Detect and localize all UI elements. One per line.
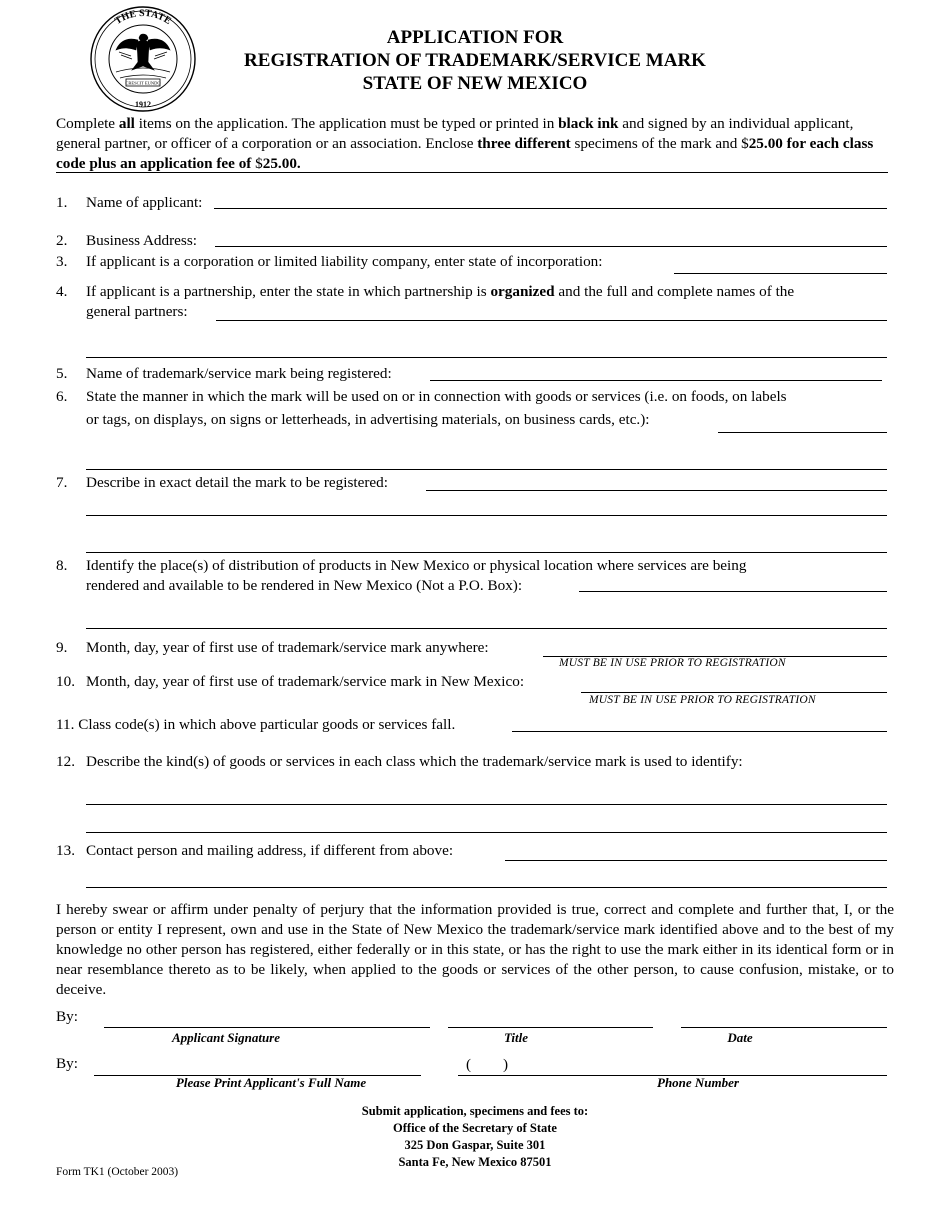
phone-paren-open: ( xyxy=(466,1056,472,1073)
instructions xyxy=(56,114,888,174)
mark-usage-field-2[interactable] xyxy=(86,469,887,470)
print-name-label: Please Print Applicant's Full Name xyxy=(175,1075,367,1090)
item-9-note: MUST BE IN USE PRIOR TO REGISTRATION xyxy=(559,657,786,669)
distribution-location-field-2[interactable] xyxy=(86,628,887,629)
item-4-label-cont: general partners: xyxy=(86,303,188,320)
by-label-2: By: xyxy=(56,1055,78,1072)
item-12-number: 12. xyxy=(56,753,75,770)
item-7-label: Describe in exact detail the mark to be registered: xyxy=(86,474,388,491)
item-11-label: 11. Class code(s) in which above particular goods or services fall. xyxy=(56,716,456,733)
submit-line-1: Submit application, specimens and fees to: xyxy=(361,1104,589,1118)
intro-bold-3: three different xyxy=(477,135,571,152)
item-7-number: 7. xyxy=(56,474,68,491)
item-10-label: Month, day, year of first use of trademark/service mark in New Mexico: xyxy=(86,673,525,690)
item-5-label: Name of trademark/service mark being registered: xyxy=(86,365,392,382)
intro-text-4: specimens of the mark and $ xyxy=(570,135,749,152)
contact-person-field-2[interactable] xyxy=(86,887,887,888)
intro-bold-2: black ink xyxy=(558,115,619,132)
submit-address xyxy=(300,1103,650,1171)
business-address-field[interactable] xyxy=(215,246,887,247)
phone-paren-close: ) xyxy=(503,1056,509,1073)
intro-bold-5: 25.00. xyxy=(262,155,301,172)
seal-year: 1912 xyxy=(135,100,151,109)
mark-description-field-3[interactable] xyxy=(86,552,887,553)
seal-motto: CRESCIT EUNDO xyxy=(125,80,161,86)
item-3-label: If applicant is a corporation or limited liability company, enter state of incorporation: xyxy=(86,253,603,270)
item-4-text-a: If applicant is a partnership, enter the state in which partnership is xyxy=(86,283,491,300)
item-6-number: 6. xyxy=(56,388,68,405)
item-4-number: 4. xyxy=(56,283,68,300)
item-10-number: 10. xyxy=(56,673,75,690)
item-9-label: Month, day, year of first use of trademark/service mark anywhere: xyxy=(86,639,489,656)
item-8-label-cont: rendered and available to be rendered in New Mexico (Not a P.O. Box): xyxy=(86,577,523,594)
item-13-number: 13. xyxy=(56,842,75,859)
submit-line-4: Santa Fe, New Mexico 87501 xyxy=(398,1155,552,1169)
item-1-number: 1. xyxy=(56,194,68,211)
intro-text-2: items on the application. The application must be typed or printed in xyxy=(134,115,559,132)
mark-name-field[interactable] xyxy=(430,380,882,381)
item-8-label: Identify the place(s) of distribution of products in New Mexico or physical location where services are being xyxy=(86,557,747,574)
title-line-2: REGISTRATION OF TRADEMARK/SERVICE MARK xyxy=(244,50,706,71)
intro-text-5: $ xyxy=(251,155,263,172)
item-12-label: Describe the kind(s) of goods or services in each class which the trademark/service mark is used to identify: xyxy=(86,753,743,770)
incorporation-state-field[interactable] xyxy=(674,273,887,274)
submit-line-3: 325 Don Gaspar, Suite 301 xyxy=(404,1138,546,1152)
item-1-label: Name of applicant: xyxy=(86,194,203,211)
mark-usage-field[interactable] xyxy=(718,432,887,433)
item-3-number: 3. xyxy=(56,253,68,270)
title-line-1: APPLICATION FOR xyxy=(386,27,564,48)
item-13-label: Contact person and mailing address, if different from above: xyxy=(86,842,454,859)
general-partners-field-2[interactable] xyxy=(86,357,887,358)
goods-services-field-2[interactable] xyxy=(86,832,887,833)
intro-bold-1: all xyxy=(118,115,135,132)
submit-line-2: Office of the Secretary of State xyxy=(393,1121,557,1135)
class-codes-field[interactable] xyxy=(512,731,887,732)
general-partners-field[interactable] xyxy=(216,320,887,321)
item-5-number: 5. xyxy=(56,365,68,382)
item-4-bold: organized xyxy=(490,283,555,300)
intro-text-1: Complete xyxy=(56,115,119,132)
item-6-label-cont: or tags, on displays, on signs or letterheads, in advertising materials, on business cards, etc.): xyxy=(86,411,650,428)
date-field[interactable] xyxy=(681,1027,887,1028)
contact-person-field[interactable] xyxy=(505,860,887,861)
item-9-number: 9. xyxy=(56,639,68,656)
item-10-note: MUST BE IN USE PRIOR TO REGISTRATION xyxy=(589,694,816,706)
intro-text-3: and signed by an individual applicant, general partner, or officer of a corporation or an association. Enclose xyxy=(56,115,854,152)
item-4-text-c: and the full and complete names of the xyxy=(554,283,795,300)
intro-divider xyxy=(56,172,888,173)
item-6-label: State the manner in which the mark will be used on or in connection with goods or services (i.e. on foods, on labels xyxy=(86,388,787,405)
applicant-signature-field[interactable] xyxy=(104,1027,430,1028)
applicant-name-field[interactable] xyxy=(214,208,887,209)
state-seal-icon xyxy=(86,6,200,112)
oath-statement: I hereby swear or affirm under penalty of perjury that the information provided is true, correct and complete and further that, I, or the person or entity I represent, own and use in the State of New Mexico the trademark/service mark identified above and to the best of my knowledge no other person has registered, either federally or in this state, or has the right to use the mark either in its identical form or in near resemblance thereto as to be likely, when applied to the goods or services of the other person, to cause confusion, mistake, or to deceive. xyxy=(56,901,894,998)
title-label: Title xyxy=(503,1030,529,1045)
title-field[interactable] xyxy=(448,1027,653,1028)
first-use-nm-field[interactable] xyxy=(581,692,887,693)
distribution-location-field[interactable] xyxy=(579,591,887,592)
phone-number-label: Phone Number xyxy=(657,1075,739,1090)
mark-description-field-2[interactable] xyxy=(86,515,887,516)
mark-description-field[interactable] xyxy=(426,490,887,491)
goods-services-field[interactable] xyxy=(86,804,887,805)
applicant-signature-label: Applicant Signature xyxy=(172,1030,280,1045)
intro-bold-4: 25.00 for each class code plus an application fee of xyxy=(56,135,874,172)
date-label: Date xyxy=(727,1030,753,1045)
item-8-number: 8. xyxy=(56,557,68,574)
form-identifier: Form TK1 (October 2003) xyxy=(56,1166,179,1178)
item-2-number: 2. xyxy=(56,232,68,249)
item-4-label xyxy=(86,282,794,302)
title-line-3: STATE OF NEW MEXICO xyxy=(362,73,588,94)
form-title xyxy=(200,26,750,95)
seal-text-top: THE STATE xyxy=(112,7,174,27)
by-label-1: By: xyxy=(56,1008,78,1025)
item-2-label: Business Address: xyxy=(86,232,197,249)
